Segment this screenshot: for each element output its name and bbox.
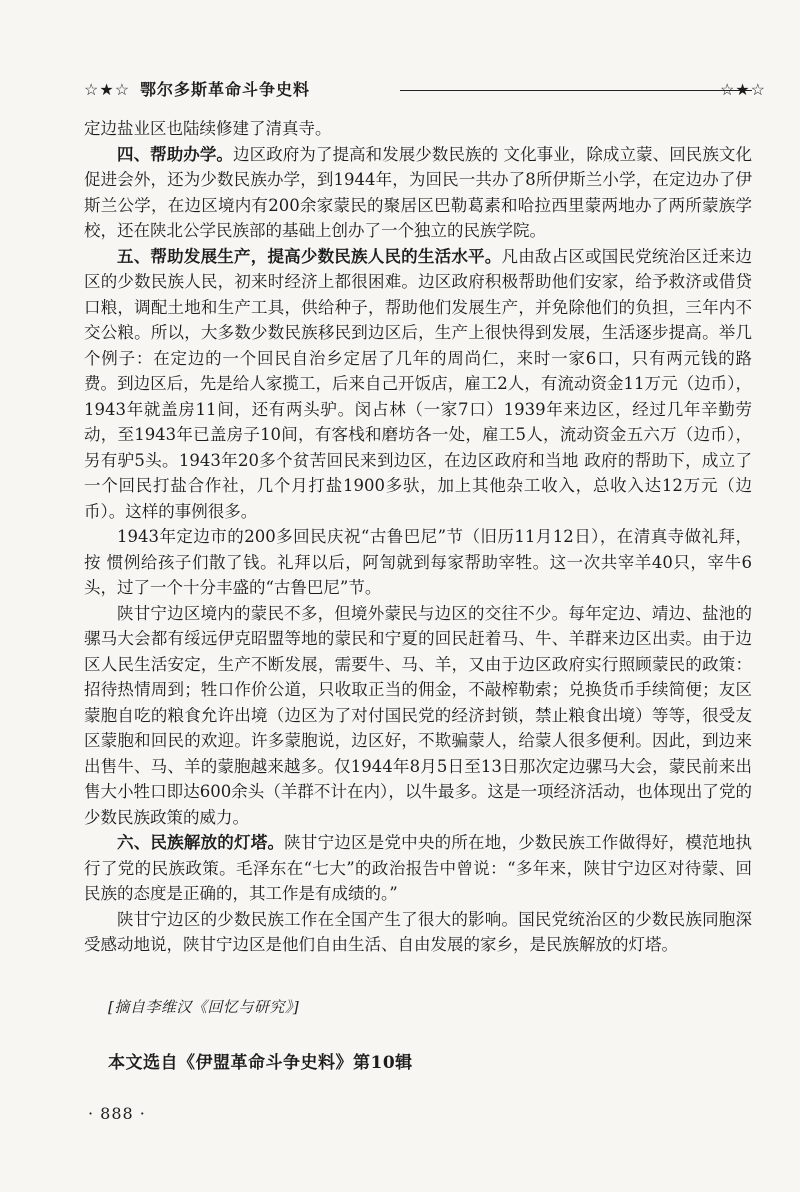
selection-note: 本文选自《伊盟革命斗争史料》第10辑 (108, 1053, 413, 1073)
paragraph-mongol-trade: 陕甘宁边区境内的蒙民不多，但境外蒙民与边区的交往不少。每年定边、靖边、盐池的骡马大会都有绥远伊克昭盟等地的蒙民和宁夏的回民赶着马、牛、羊群来边区出卖。由于边区人民生活安定，生产不断发展，需要牛、马、羊，又由于边区政府实行照顾蒙民的政策：招待热情周到；牲口作价公道，只收取正当的佣金，不敲榨勒索；兑换货币手续简便；友区蒙胞自吃的粮食允许出境（边区为了对付国民党的经济封锁，禁止粮食出境）等等，很受友区蒙胞和回民的欢迎。许多蒙胞说，边区好，不欺骗蒙人，给蒙人很多便利。因此，到边来出售牛、马、羊的蒙胞越来越多。仅1944年8月5日至13日那次定边骡马大会，蒙民前来出售大小牲口即达600余头（羊群不计在内），以牛最多。这是一项经济活动，也体现出了党的少数民族政策的威力。 (84, 603, 752, 827)
paragraph-conclusion: 陕甘宁边区的少数民族工作在全国产生了很大的影响。国民党统治区的少数民族同胞深受感动地说，陕甘宁边区是他们自由生活、自由发展的家乡，是民族解放的灯塔。 (84, 909, 752, 954)
header-rule-divider (400, 90, 752, 91)
paragraph-production: 五、帮助发展生产，提高少数民族人民的生活水平。凡由敌占区或国民党统治区迁来边区的少数民族人民，初来时经济上都很困难。边区政府积极帮助他们安家，给予救济或借贷口粮，调配土地和生产工具，供给种子，帮助他们发展生产，并免除他们的负担，三年内不交公粮。所以，大多数少数民族移民到边区后，生产上很快得到发展，生活逐步提高。举几个例子：在定边的一个回民自治乡定居了几年的周尚仁，来时一家6口，只有两元钱的路费。到边区后，先是给人家揽工，后来自己开饭店，雇工2人，有流动资金11万元（边币），1943年就盖房11间，还有两头驴。闵占林（一家7口）1939年来边区，经过几年辛勤劳动，至1943年已盖房子10间，有客栈和磨坊各一处，雇工5人，流动资金五六万（边币），另有驴5头。1943年20多个贫苦回民来到边区，在边区政府和当地 政府的帮助下，成立了一个回民打盐合作社，几个月打盐1900多驮，加上其他杂工收入，总收入达12万元（边币）。这样的事例很多。 (84, 246, 753, 521)
paragraph-lighthouse: 六、民族解放的灯塔。陕甘宁边区是党中央的所在地，少数民族工作做得好，模范地执行了党的民族政策。毛泽东在“七大”的政治报告中曾说：“多年来，陕甘宁边区对待蒙、回民族的态度是正确的，其工作是有成绩的。” (84, 833, 753, 903)
star-ornament-right: ☆★☆ (719, 80, 766, 99)
page-number: · 888 · (88, 1104, 146, 1123)
section-heading: 四、帮助办学。 (117, 144, 234, 164)
book-title: 鄂尔多斯革命斗争史料 (140, 80, 311, 99)
running-header (84, 80, 766, 104)
section-heading: 六、民族解放的灯塔。 (117, 833, 285, 852)
source-citation: [摘自李维汉《回忆与研究》] (108, 998, 300, 1016)
star-ornament-left: ☆★☆ (84, 80, 131, 99)
paragraph-festival: 1943年定边市的200多回民庆祝“古鲁巴尼”节（旧历11月12日），在清真寺做礼拜，按 惯例给孩子们散了钱。礼拜以后，阿訇就到每家帮助宰牲。这一次共宰羊40只，宰牛6头，过了一个十分丰盛的“古鲁巴尼”节。 (84, 527, 752, 597)
paragraph-continuation: 定边盐业区也陆续修建了清真寺。 (84, 119, 332, 138)
paragraph-education: 四、帮助办学。边区政府为了提高和发展少数民族的 文化事业，除成立蒙、回民族文化促进会外，还为少数民族办学，到1944年，为回民一共办了8所伊斯兰小学，在定边办了伊斯兰公学，在边区境内有200余家蒙民的聚居区巴勒葛素和哈拉西里蒙两地办了两所蒙族学校，还在陕北公学民族部的基础上创办了一个独立的民族学院。 (84, 144, 753, 240)
section-heading: 五、帮助发展生产，提高少数民族人民的生活水平。 (117, 246, 502, 266)
body-text (84, 116, 752, 958)
